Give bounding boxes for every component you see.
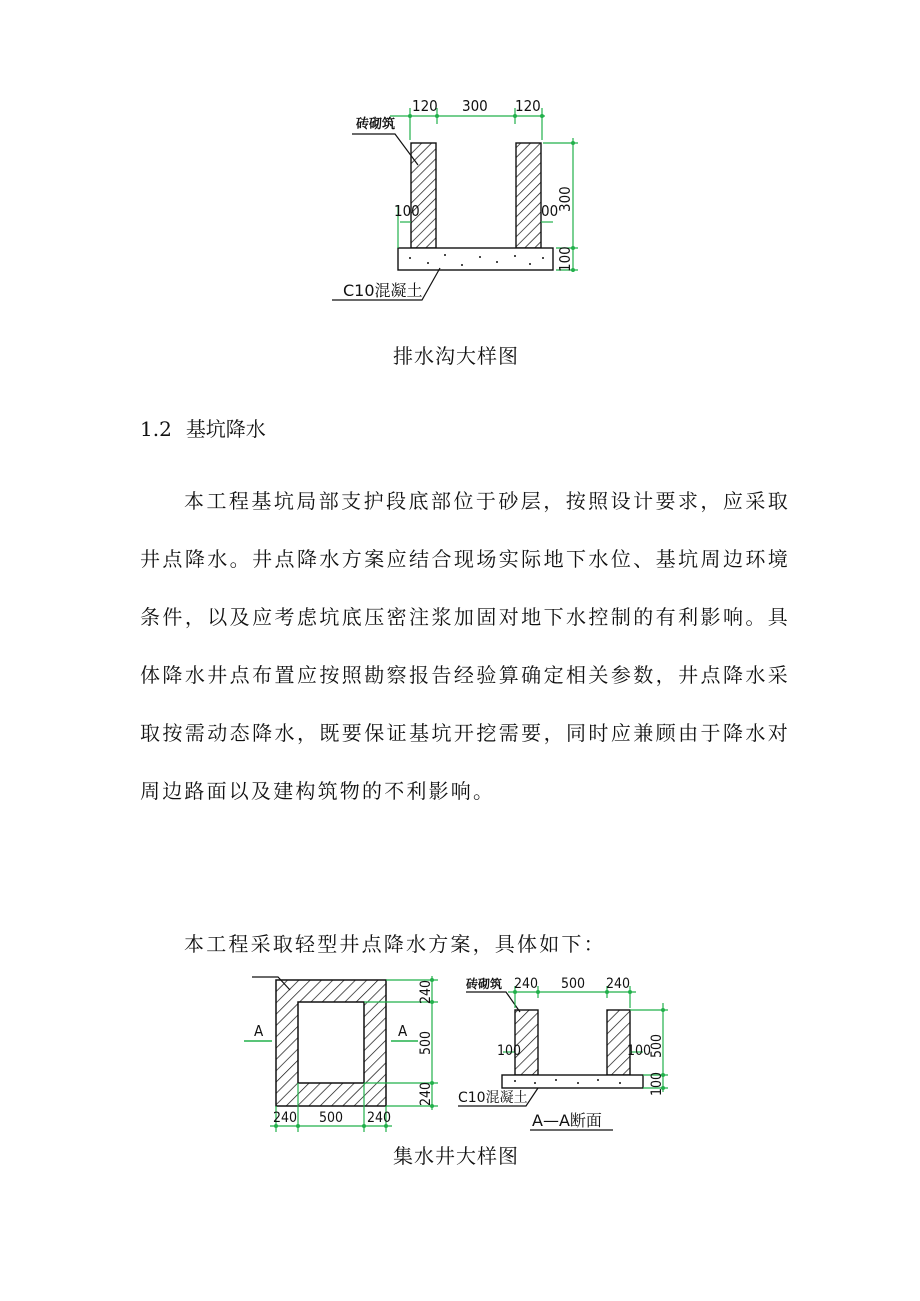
section-dim-inner-left: 100 (497, 1043, 522, 1059)
section-brick-leader (466, 992, 520, 1012)
concrete-base (398, 248, 553, 270)
concrete-label: C10混凝土 (343, 281, 423, 300)
left-brick-wall (411, 143, 436, 248)
section-title: A—A断面 (532, 1111, 602, 1130)
section-title: 基坑降水 (185, 417, 266, 441)
plan-dim-bottom-mid: 500 (319, 1110, 344, 1126)
plan-dim-right-mid: 500 (418, 1030, 434, 1055)
dim-inner-left: 100 (394, 202, 420, 220)
section-dim-right-height: 500 (649, 1033, 665, 1058)
dim-top-left: 120 (412, 97, 438, 115)
dim-right-height: 300 (556, 186, 574, 212)
paragraph-1: 本工程基坑局部支护段底部位于砂层，按照设计要求，应采取井点降水。井点降水方案应结合现场实际地下水位、基坑周边环境条件，以及应考虑坑底压密注浆加固对地下水控制的有利影响。具体降水井点布置应按照勘察报告经验算确定相关参数，井点降水采取按需动态降水，既要保证基坑开挖需要，同时应兼顾由于降水对周边路面以及建构筑物的不利影响。 (140, 489, 790, 803)
sump-pit-drawing (235, 968, 685, 1138)
section-dim-inner-right: 100 (627, 1043, 652, 1059)
section-mark-left: A (254, 1022, 264, 1040)
section-brick-label: 砖砌筑 (466, 977, 503, 991)
section-dim-top-left: 240 (514, 976, 539, 992)
drainage-ditch-drawing (330, 85, 590, 315)
plan-dim-right-bottom: 240 (418, 1081, 434, 1106)
plan-inner-opening (298, 1002, 364, 1083)
plan-dim-bottom-right: 240 (367, 1110, 392, 1126)
paragraph-2: 本工程采取轻型井点降水方案，具体如下： (184, 932, 606, 956)
section-dim-right-base: 100 (649, 1071, 665, 1096)
right-brick-wall (516, 143, 541, 248)
dim-top-right: 120 (515, 97, 541, 115)
section-number: 1.2 (140, 417, 172, 441)
figure1-caption: 排水沟大样图 (393, 344, 519, 368)
section-dim-top-mid: 500 (561, 976, 586, 992)
section-dim-top-right: 240 (606, 976, 631, 992)
brick-label: 砖砌筑 (356, 117, 396, 132)
figure2-caption: 集水井大样图 (393, 1144, 519, 1168)
dim-inner-right: 00 (541, 202, 559, 220)
plan-dim-right-top: 240 (418, 979, 434, 1004)
section-heading (140, 413, 266, 442)
brick-leader-line (352, 134, 418, 165)
section-mark-right: A (398, 1022, 408, 1040)
plan-dim-bottom-left: 240 (273, 1110, 298, 1126)
section-concrete-base (502, 1075, 643, 1088)
dim-right-base: 100 (556, 246, 574, 272)
dim-top-mid: 300 (462, 97, 488, 115)
section-concrete-label: C10混凝土 (458, 1090, 528, 1106)
